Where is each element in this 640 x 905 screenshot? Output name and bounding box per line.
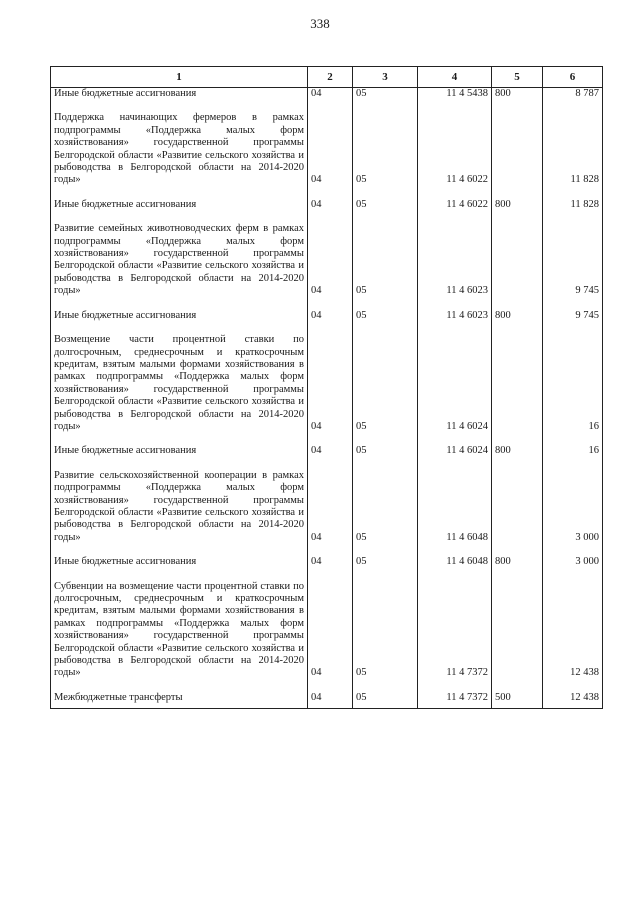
cell-amount: 9 745 <box>543 223 603 297</box>
cell-target-code: 11 4 6048 <box>418 470 492 544</box>
table-row <box>51 334 603 433</box>
row-spacer <box>51 433 603 445</box>
row-spacer <box>51 458 603 470</box>
spacer-cell <box>543 680 603 692</box>
spacer-cell <box>543 187 603 199</box>
spacer-cell <box>353 100 418 112</box>
spacer-cell <box>492 680 543 692</box>
spacer-cell <box>543 458 603 470</box>
cell-target-code: 11 4 6022 <box>418 199 492 211</box>
cell-description: Поддержка начинающих фермеров в рамках подпрограммы «Поддержка малых форм хозяйствования» государственной программы Белгородской области «Развитие сельского хозяйства и рыбоводства в Белгородской области на 2014-2020 годы» <box>51 112 308 186</box>
table-row <box>51 692 603 709</box>
cell-expense-type <box>492 581 543 680</box>
spacer-cell <box>353 322 418 334</box>
cell-subsection: 05 <box>353 199 418 211</box>
table-row <box>51 112 603 186</box>
spacer-cell <box>353 458 418 470</box>
spacer-cell <box>51 211 308 223</box>
cell-amount: 12 438 <box>543 581 603 680</box>
budget-table <box>50 66 603 709</box>
cell-target-code: 11 4 5438 <box>418 88 492 101</box>
cell-amount: 16 <box>543 445 603 457</box>
cell-section: 04 <box>308 692 353 709</box>
cell-amount: 11 828 <box>543 199 603 211</box>
spacer-cell <box>353 544 418 556</box>
cell-amount: 12 438 <box>543 692 603 709</box>
spacer-cell <box>418 211 492 223</box>
cell-subsection: 05 <box>353 445 418 457</box>
spacer-cell <box>308 100 353 112</box>
column-header-amount: 6 <box>543 67 603 88</box>
cell-description: Развитие семейных животноводческих ферм в рамках подпрограммы «Поддержка малых форм хозяйствования» государственной программы Белгородской области «Развитие сельского хозяйства и рыбоводства в Белгородской области на 2014-2020 годы» <box>51 223 308 297</box>
cell-target-code: 11 4 6023 <box>418 310 492 322</box>
spacer-cell <box>543 100 603 112</box>
column-header-subsection: 3 <box>353 67 418 88</box>
cell-description: Развитие сельскохозяйственной кооперации в рамках подпрограммы «Поддержка малых форм хозяйствования» государственной программы Белгородской области «Развитие сельского хозяйства и рыбоводства в Белгородской области на 2014-2020 годы» <box>51 470 308 544</box>
spacer-cell <box>418 458 492 470</box>
cell-expense-type: 800 <box>492 310 543 322</box>
cell-target-code: 11 4 7372 <box>418 581 492 680</box>
cell-subsection: 05 <box>353 692 418 709</box>
cell-expense-type: 800 <box>492 556 543 568</box>
cell-section: 04 <box>308 112 353 186</box>
cell-description: Возмещение части процентной ставки по долгосрочным, среднесрочным и краткосрочным кредитам, взятым малыми формами хозяйствования в рамках подпрограммы «Поддержка малых форм хозяйствования» государственной программы Белгородской области «Развитие сельского хозяйства и рыбоводства в Белгородской области на 2014-2020 годы» <box>51 334 308 433</box>
cell-description: Иные бюджетные ассигнования <box>51 310 308 322</box>
cell-amount: 16 <box>543 334 603 433</box>
cell-expense-type: 800 <box>492 88 543 101</box>
table-header-row <box>51 67 603 88</box>
spacer-cell <box>51 187 308 199</box>
spacer-cell <box>353 211 418 223</box>
row-spacer <box>51 100 603 112</box>
spacer-cell <box>418 433 492 445</box>
cell-description: Иные бюджетные ассигнования <box>51 445 308 457</box>
cell-subsection: 05 <box>353 556 418 568</box>
spacer-cell <box>51 458 308 470</box>
cell-amount: 3 000 <box>543 556 603 568</box>
spacer-cell <box>492 544 543 556</box>
spacer-cell <box>353 569 418 581</box>
spacer-cell <box>492 187 543 199</box>
spacer-cell <box>308 187 353 199</box>
spacer-cell <box>418 569 492 581</box>
cell-target-code: 11 4 6024 <box>418 334 492 433</box>
cell-section: 04 <box>308 556 353 568</box>
cell-subsection: 05 <box>353 223 418 297</box>
cell-target-code: 11 4 7372 <box>418 692 492 709</box>
column-header-section: 2 <box>308 67 353 88</box>
spacer-cell <box>543 569 603 581</box>
row-spacer <box>51 569 603 581</box>
spacer-cell <box>51 100 308 112</box>
cell-subsection: 05 <box>353 334 418 433</box>
cell-expense-type: 800 <box>492 199 543 211</box>
cell-expense-type <box>492 470 543 544</box>
row-spacer <box>51 680 603 692</box>
cell-section: 04 <box>308 88 353 101</box>
cell-amount: 3 000 <box>543 470 603 544</box>
table-row <box>51 310 603 322</box>
cell-section: 04 <box>308 470 353 544</box>
spacer-cell <box>492 100 543 112</box>
spacer-cell <box>308 298 353 310</box>
cell-section: 04 <box>308 445 353 457</box>
cell-section: 04 <box>308 581 353 680</box>
cell-expense-type: 500 <box>492 692 543 709</box>
cell-amount: 9 745 <box>543 310 603 322</box>
spacer-cell <box>308 322 353 334</box>
table-row <box>51 581 603 680</box>
spacer-cell <box>308 544 353 556</box>
row-spacer <box>51 211 603 223</box>
cell-subsection: 05 <box>353 88 418 101</box>
spacer-cell <box>492 298 543 310</box>
cell-subsection: 05 <box>353 310 418 322</box>
spacer-cell <box>353 680 418 692</box>
table-row <box>51 445 603 457</box>
spacer-cell <box>543 322 603 334</box>
spacer-cell <box>353 433 418 445</box>
table-row <box>51 199 603 211</box>
spacer-cell <box>418 298 492 310</box>
spacer-cell <box>353 298 418 310</box>
spacer-cell <box>492 322 543 334</box>
column-header-description: 1 <box>51 67 308 88</box>
cell-description: Субвенции на возмещение части процентной ставки по долгосрочным, среднесрочным и краткосрочным кредитам, взятым малыми формами хозяйствования в рамках подпрограммы «Поддержка малых форм хозяйствования» государственной программы Белгородской области «Развитие сельского хозяйства и рыбоводства в Белгородской области на 2014-2020 годы» <box>51 581 308 680</box>
cell-description: Иные бюджетные ассигнования <box>51 88 308 101</box>
spacer-cell <box>308 569 353 581</box>
cell-target-code: 11 4 6024 <box>418 445 492 457</box>
spacer-cell <box>308 211 353 223</box>
cell-amount: 11 828 <box>543 112 603 186</box>
cell-section: 04 <box>308 334 353 433</box>
cell-section: 04 <box>308 199 353 211</box>
spacer-cell <box>492 458 543 470</box>
spacer-cell <box>492 211 543 223</box>
cell-amount: 8 787 <box>543 88 603 101</box>
spacer-cell <box>543 433 603 445</box>
table-body <box>51 88 603 709</box>
spacer-cell <box>543 544 603 556</box>
cell-description: Межбюджетные трансферты <box>51 692 308 709</box>
cell-expense-type: 800 <box>492 445 543 457</box>
spacer-cell <box>308 458 353 470</box>
cell-subsection: 05 <box>353 470 418 544</box>
row-spacer <box>51 298 603 310</box>
spacer-cell <box>418 187 492 199</box>
cell-description: Иные бюджетные ассигнования <box>51 556 308 568</box>
spacer-cell <box>418 544 492 556</box>
spacer-cell <box>51 680 308 692</box>
spacer-cell <box>308 433 353 445</box>
cell-subsection: 05 <box>353 581 418 680</box>
table-row <box>51 88 603 101</box>
spacer-cell <box>418 322 492 334</box>
spacer-cell <box>543 298 603 310</box>
cell-expense-type <box>492 223 543 297</box>
spacer-cell <box>543 211 603 223</box>
cell-description: Иные бюджетные ассигнования <box>51 199 308 211</box>
spacer-cell <box>51 322 308 334</box>
spacer-cell <box>492 433 543 445</box>
cell-expense-type <box>492 334 543 433</box>
cell-section: 04 <box>308 223 353 297</box>
cell-section: 04 <box>308 310 353 322</box>
table-row <box>51 470 603 544</box>
spacer-cell <box>51 569 308 581</box>
column-header-target-code: 4 <box>418 67 492 88</box>
column-header-expense-type: 5 <box>492 67 543 88</box>
cell-expense-type <box>492 112 543 186</box>
spacer-cell <box>51 433 308 445</box>
table-row <box>51 556 603 568</box>
row-spacer <box>51 187 603 199</box>
cell-subsection: 05 <box>353 112 418 186</box>
cell-target-code: 11 4 6048 <box>418 556 492 568</box>
cell-target-code: 11 4 6022 <box>418 112 492 186</box>
spacer-cell <box>51 298 308 310</box>
cell-target-code: 11 4 6023 <box>418 223 492 297</box>
spacer-cell <box>418 100 492 112</box>
spacer-cell <box>308 680 353 692</box>
spacer-cell <box>418 680 492 692</box>
table-row <box>51 223 603 297</box>
page-number: 338 <box>310 16 330 31</box>
spacer-cell <box>51 544 308 556</box>
spacer-cell <box>353 187 418 199</box>
spacer-cell <box>492 569 543 581</box>
row-spacer <box>51 322 603 334</box>
row-spacer <box>51 544 603 556</box>
